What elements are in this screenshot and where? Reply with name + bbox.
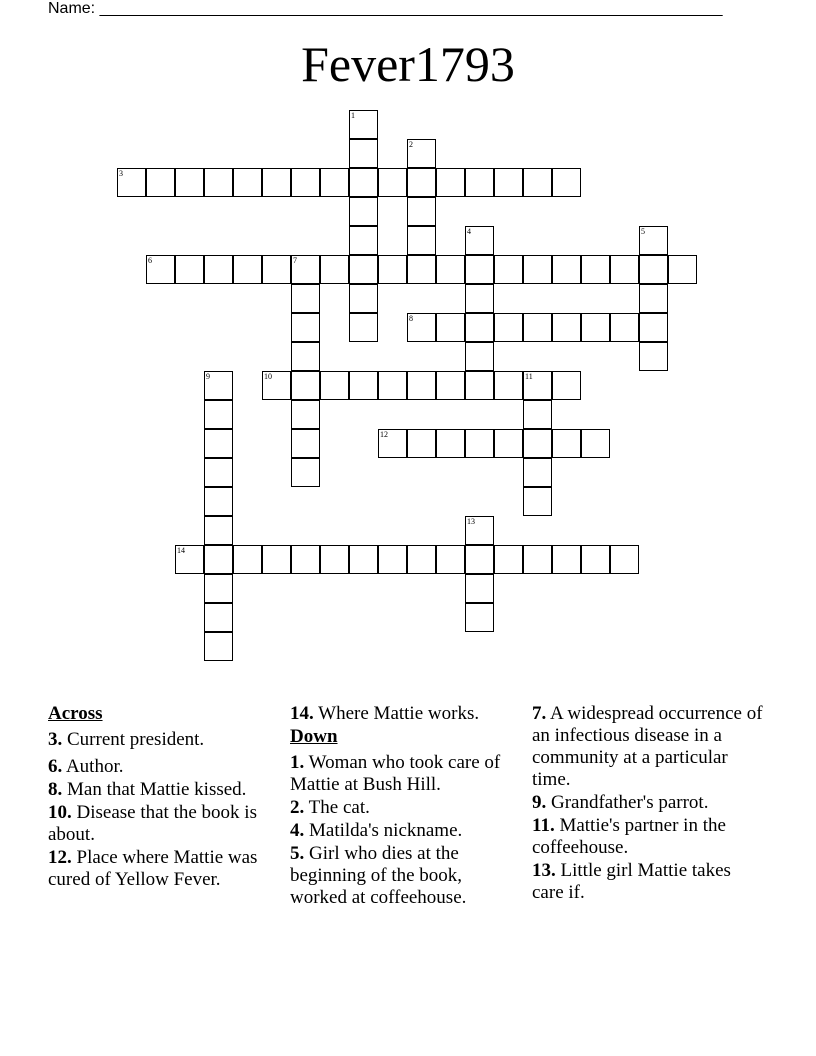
grid-cell[interactable] [291, 313, 320, 342]
grid-cell[interactable] [146, 255, 175, 284]
grid-cell[interactable] [465, 255, 494, 284]
grid-cell[interactable] [407, 168, 436, 197]
clue-number: 9 [206, 372, 210, 381]
grid-cell[interactable] [494, 168, 523, 197]
grid-cell[interactable] [204, 603, 233, 632]
grid-cell[interactable] [349, 371, 378, 400]
grid-cell[interactable] [465, 516, 494, 545]
grid-cell[interactable] [436, 313, 465, 342]
grid-cell[interactable] [523, 429, 552, 458]
clue-across-10: 10. Disease that the book is about. [48, 802, 257, 845]
grid-cell[interactable] [523, 168, 552, 197]
grid-cell[interactable] [407, 226, 436, 255]
grid-cell[interactable] [407, 313, 436, 342]
name-line[interactable]: Name: ______________________________________________________________________ [48, 0, 723, 17]
grid-cell[interactable] [668, 255, 697, 284]
grid-cell[interactable] [407, 197, 436, 226]
grid-cell[interactable] [349, 255, 378, 284]
grid-cell[interactable] [407, 545, 436, 574]
grid-cell[interactable] [204, 255, 233, 284]
grid-cell[interactable] [349, 226, 378, 255]
clue-number: 5 [641, 227, 645, 236]
grid-cell[interactable] [465, 226, 494, 255]
clue-column-3 [532, 703, 764, 905]
grid-cell[interactable] [552, 429, 581, 458]
clue-across-8: 8. Man that Mattie kissed. [48, 779, 247, 800]
clue-number: 7 [293, 256, 297, 265]
grid-cell[interactable] [610, 545, 639, 574]
grid-cell[interactable] [291, 342, 320, 371]
grid-cell[interactable] [552, 545, 581, 574]
grid-cell[interactable] [639, 284, 668, 313]
grid-cell[interactable] [349, 284, 378, 313]
grid-cell[interactable] [262, 545, 291, 574]
clue-number: 3 [119, 169, 123, 178]
grid-cell[interactable] [465, 342, 494, 371]
grid-cell[interactable] [349, 545, 378, 574]
grid-cell[interactable] [436, 255, 465, 284]
clue-number: 14 [177, 546, 185, 555]
grid-cell[interactable] [291, 168, 320, 197]
grid-cell[interactable] [204, 429, 233, 458]
down-heading: Down [290, 726, 338, 747]
grid-cell[interactable] [349, 197, 378, 226]
grid-cell[interactable] [175, 545, 204, 574]
grid-cell[interactable] [523, 313, 552, 342]
clue-across-14: 14. Where Mattie works. [290, 703, 480, 724]
grid-cell[interactable] [639, 313, 668, 342]
grid-cell[interactable] [291, 429, 320, 458]
grid-cell[interactable] [204, 574, 233, 603]
grid-cell[interactable] [291, 545, 320, 574]
clue-down-5: 5. Girl who dies at the beginning of the book, worked at coffeehouse. [290, 843, 467, 908]
grid-cell[interactable] [291, 400, 320, 429]
clue-column-1 [48, 703, 280, 892]
grid-cell[interactable] [523, 545, 552, 574]
grid-cell[interactable] [465, 313, 494, 342]
grid-cell[interactable] [262, 255, 291, 284]
clue-column-2 [290, 703, 522, 910]
grid-cell[interactable] [436, 168, 465, 197]
grid-cell[interactable] [378, 545, 407, 574]
grid-cell[interactable] [349, 168, 378, 197]
grid-cell[interactable] [407, 255, 436, 284]
grid-cell[interactable] [465, 545, 494, 574]
grid-cell[interactable] [581, 545, 610, 574]
clue-number: 2 [409, 140, 413, 149]
grid-cell[interactable] [465, 603, 494, 632]
grid-cell[interactable] [349, 110, 378, 139]
grid-cell[interactable] [494, 429, 523, 458]
grid-cell[interactable] [117, 168, 146, 197]
clue-number: 10 [264, 372, 272, 381]
grid-cell[interactable] [581, 429, 610, 458]
grid-cell[interactable] [465, 284, 494, 313]
grid-cell[interactable] [291, 284, 320, 313]
clue-down-9: 9. Grandfather's parrot. [532, 792, 709, 813]
grid-cell[interactable] [378, 429, 407, 458]
grid-cell[interactable] [320, 545, 349, 574]
grid-cell[interactable] [494, 545, 523, 574]
grid-cell[interactable] [407, 429, 436, 458]
grid-cell[interactable] [523, 458, 552, 487]
grid-cell[interactable] [204, 458, 233, 487]
grid-cell[interactable] [204, 487, 233, 516]
grid-cell[interactable] [146, 168, 175, 197]
clue-down-11: 11. Mattie's partner in the coffeehouse. [532, 815, 726, 858]
grid-cell[interactable] [262, 168, 291, 197]
clue-down-7: 7. A widespread occurrence of an infectious disease in a community at a particular time. [532, 703, 763, 790]
grid-cell[interactable] [639, 255, 668, 284]
clue-number: 11 [525, 372, 533, 381]
grid-cell[interactable] [378, 371, 407, 400]
grid-cell[interactable] [552, 371, 581, 400]
clue-down-1: 1. Woman who took care of Mattie at Bush Hill. [290, 752, 501, 795]
grid-cell[interactable] [204, 400, 233, 429]
page-title: Fever1793 [301, 36, 515, 92]
grid-cell[interactable] [436, 371, 465, 400]
grid-cell[interactable] [465, 168, 494, 197]
grid-cell[interactable] [320, 168, 349, 197]
grid-cell[interactable] [378, 168, 407, 197]
grid-cell[interactable] [204, 516, 233, 545]
grid-cell[interactable] [378, 255, 407, 284]
grid-cell[interactable] [581, 255, 610, 284]
grid-cell[interactable] [465, 429, 494, 458]
grid-cell[interactable] [494, 313, 523, 342]
clue-across-12: 12. Place where Mattie was cured of Yellow Fever. [48, 847, 258, 890]
grid-cell[interactable] [581, 313, 610, 342]
grid-cell[interactable] [233, 168, 262, 197]
clue-down-13: 13. Little girl Mattie takes care if. [532, 860, 731, 903]
grid-cell[interactable] [436, 429, 465, 458]
grid-cell[interactable] [610, 313, 639, 342]
grid-cell[interactable] [639, 226, 668, 255]
grid-cell[interactable] [436, 545, 465, 574]
across-heading: Across [48, 703, 103, 724]
grid-cell[interactable] [291, 255, 320, 284]
grid-cell[interactable] [320, 255, 349, 284]
clue-number: 6 [148, 256, 152, 265]
grid-cell[interactable] [465, 371, 494, 400]
grid-cell[interactable] [349, 313, 378, 342]
grid-cell[interactable] [204, 545, 233, 574]
grid-cell[interactable] [291, 371, 320, 400]
clue-number: 4 [467, 227, 471, 236]
clue-number: 13 [467, 517, 475, 526]
grid-cell[interactable] [494, 371, 523, 400]
clue-down-4: 4. Matilda's nickname. [290, 820, 463, 841]
grid-cell[interactable] [175, 168, 204, 197]
clue-across-6: 6. Author. [48, 756, 124, 777]
grid-cell[interactable] [233, 545, 262, 574]
grid-cell[interactable] [552, 168, 581, 197]
grid-cell[interactable] [349, 139, 378, 168]
grid-cell[interactable] [204, 371, 233, 400]
grid-cell[interactable] [494, 255, 523, 284]
grid-cell[interactable] [320, 371, 349, 400]
grid-cell[interactable] [262, 371, 291, 400]
grid-cell[interactable] [204, 168, 233, 197]
clue-number: 8 [409, 314, 413, 323]
grid-cell[interactable] [552, 255, 581, 284]
grid-cell[interactable] [175, 255, 204, 284]
grid-cell[interactable] [407, 139, 436, 168]
grid-cell[interactable] [204, 632, 233, 661]
grid-cell[interactable] [639, 342, 668, 371]
clue-across-3: 3. Current president. [48, 729, 205, 750]
grid-cell[interactable] [552, 313, 581, 342]
grid-cell[interactable] [523, 400, 552, 429]
grid-cell[interactable] [233, 255, 262, 284]
grid-cell[interactable] [523, 371, 552, 400]
grid-cell[interactable] [291, 458, 320, 487]
clue-down-2: 2. The cat. [290, 797, 370, 818]
grid-cell[interactable] [523, 487, 552, 516]
grid-cell[interactable] [407, 371, 436, 400]
grid-cell[interactable] [610, 255, 639, 284]
clue-number: 12 [380, 430, 388, 439]
grid-cell[interactable] [465, 574, 494, 603]
grid-cell[interactable] [523, 255, 552, 284]
clue-number: 1 [351, 111, 355, 120]
